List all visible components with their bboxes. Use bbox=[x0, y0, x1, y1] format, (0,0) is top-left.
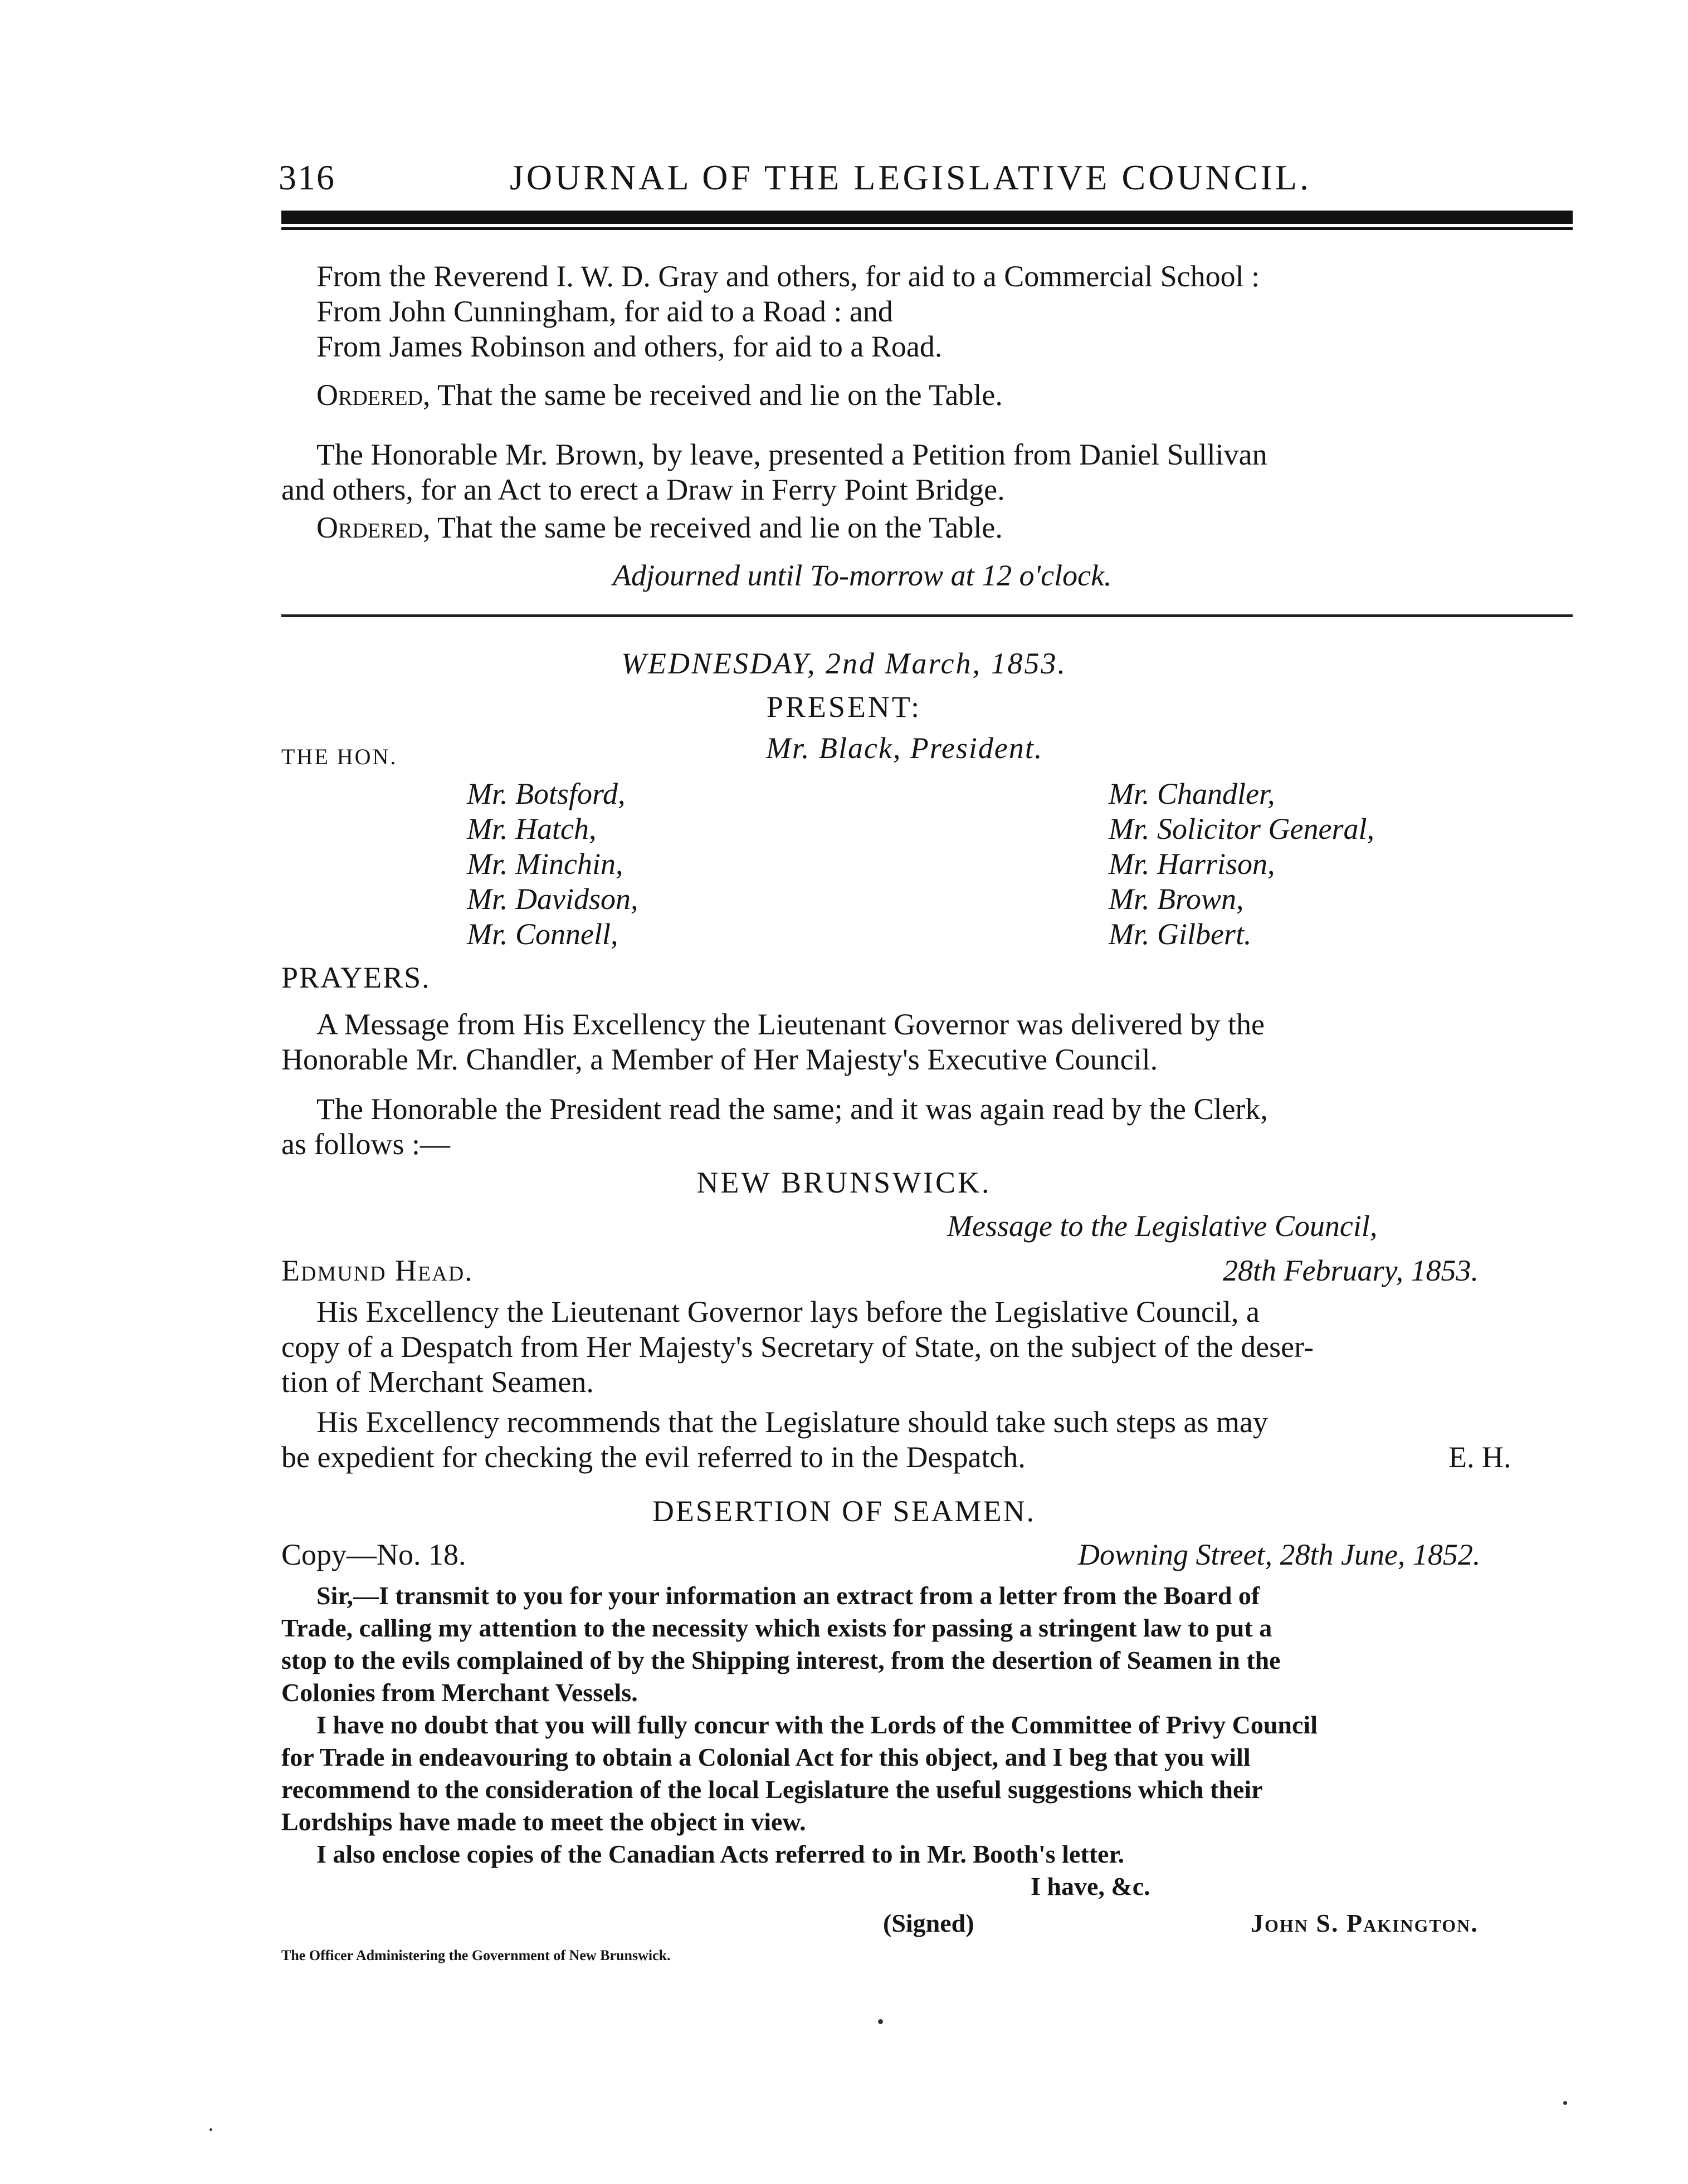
running-title: JOURNAL OF THE LEGISLATIVE COUNCIL. bbox=[510, 158, 1311, 197]
message-para-line: tion of Merchant Seamen. bbox=[281, 1365, 594, 1399]
member-name: Mr. Hatch, bbox=[467, 812, 597, 846]
despatch-footnote: The Officer Administering the Government of New Brunswick. bbox=[281, 1947, 671, 1963]
section-rule bbox=[281, 614, 1573, 617]
petition-line: From John Cunningham, for aid to a Road : and bbox=[316, 295, 893, 328]
ordered-paragraph bbox=[316, 377, 1003, 413]
prayers-heading: PRAYERS. bbox=[281, 961, 431, 994]
member-name: Mr. Minchin, bbox=[467, 847, 623, 881]
despatch-para-line: recommend to the consideration of the local Legislature the useful suggestions which their bbox=[281, 1775, 1263, 1804]
message-intro-line: A Message from His Excellency the Lieutenant Governor was delivered by the bbox=[316, 1008, 1265, 1041]
message-intro-line: The Honorable the President read the same; and it was again read by the Clerk, bbox=[316, 1092, 1268, 1126]
despatch-place-date: Downing Street, 28th June, 1852. bbox=[1078, 1538, 1481, 1571]
despatch-signature: John S. Pakington. bbox=[1251, 1909, 1479, 1937]
page-number: 316 bbox=[279, 158, 335, 197]
message-subheading: Message to the Legislative Council, bbox=[947, 1209, 1378, 1243]
brown-petition-line: and others, for an Act to erect a Draw in Ferry Point Bridge. bbox=[281, 473, 1005, 506]
message-para-line: His Excellency the Lieutenant Governor lays before the Legislative Council, a bbox=[316, 1295, 1260, 1328]
despatch-para-line: Trade, calling my attention to the necessity which exists for passing a stringent law to put a bbox=[281, 1614, 1272, 1642]
despatch-para-line: I also enclose copies of the Canadian Acts referred to in Mr. Booth's letter. bbox=[316, 1840, 1125, 1868]
despatch-para-line: for Trade in endeavouring to obtain a Colonial Act for this object, and I beg that you will bbox=[281, 1743, 1251, 1771]
despatch-closing: I have, &c. bbox=[1031, 1872, 1150, 1900]
despatch-heading: DESERTION OF SEAMEN. bbox=[652, 1494, 1036, 1528]
message-signer: Edmund Head. bbox=[281, 1254, 474, 1287]
scan-speck bbox=[209, 2128, 212, 2131]
present-heading: PRESENT: bbox=[766, 690, 922, 724]
scan-speck bbox=[1563, 2101, 1567, 2105]
message-date: 28th February, 1853. bbox=[1223, 1254, 1479, 1287]
ordered-paragraph bbox=[316, 509, 1003, 546]
despatch-para-line: Lordships have made to meet the object in view. bbox=[281, 1807, 806, 1836]
session-date: WEDNESDAY, 2nd March, 1853. bbox=[621, 647, 1067, 680]
adjourned-note: Adjourned until To-morrow at 12 o'clock. bbox=[613, 559, 1112, 592]
despatch-para-line: Colonies from Merchant Vessels. bbox=[281, 1678, 638, 1707]
member-name: Mr. Gilbert. bbox=[1109, 917, 1252, 951]
member-name: Mr. Connell, bbox=[467, 917, 618, 951]
member-name: Mr. Chandler, bbox=[1109, 777, 1275, 810]
despatch-para-line: I have no doubt that you will fully concur with the Lords of the Committee of Privy Council bbox=[316, 1711, 1318, 1739]
brown-petition-line: The Honorable Mr. Brown, by leave, presented a Petition from Daniel Sullivan bbox=[316, 438, 1267, 471]
header-rule bbox=[281, 211, 1573, 224]
header-rule-thin bbox=[281, 227, 1573, 230]
ordered-text: That the same be received and lie on the Table. bbox=[437, 378, 1003, 412]
despatch-para-line: Sir,—I transmit to you for your information an extract from a letter from the Board of bbox=[316, 1581, 1260, 1610]
message-intro-line: Honorable Mr. Chandler, a Member of Her Majesty's Executive Council. bbox=[281, 1043, 1158, 1076]
despatch-copy-no: Copy—No. 18. bbox=[281, 1538, 466, 1571]
message-intro-line: as follows :— bbox=[281, 1127, 450, 1161]
despatch-para-line: stop to the evils complained of by the Shipping interest, from the desertion of Seamen in the bbox=[281, 1646, 1281, 1674]
message-initials: E. H. bbox=[1448, 1440, 1511, 1474]
member-name: Mr. Solicitor General, bbox=[1109, 812, 1374, 846]
ordered-label: Ordered, bbox=[316, 378, 431, 412]
ordered-text: That the same be received and lie on the Table. bbox=[437, 511, 1003, 544]
member-name: Mr. Botsford, bbox=[467, 777, 626, 810]
member-name: Mr. Brown, bbox=[1109, 882, 1244, 916]
scan-speck bbox=[878, 2019, 883, 2024]
message-heading: NEW BRUNSWICK. bbox=[696, 1166, 992, 1199]
petition-line: From the Reverend I. W. D. Gray and others, for aid to a Commercial School : bbox=[316, 260, 1260, 293]
ordered-label: Ordered, bbox=[316, 511, 431, 544]
message-para-line: copy of a Despatch from Her Majesty's Secretary of State, on the subject of the deser- bbox=[281, 1330, 1314, 1364]
message-para-line: be expedient for checking the evil referred to in the Despatch. bbox=[281, 1440, 1026, 1474]
despatch-signed: (Signed) bbox=[883, 1909, 974, 1937]
message-para-line: His Excellency recommends that the Legislature should take such steps as may bbox=[316, 1405, 1269, 1439]
president-line: Mr. Black, President. bbox=[766, 731, 1043, 765]
petition-line: From James Robinson and others, for aid to a Road. bbox=[316, 330, 943, 363]
the-hon-label: THE HON. bbox=[281, 744, 398, 769]
member-name: Mr. Davidson, bbox=[467, 882, 638, 916]
member-name: Mr. Harrison, bbox=[1109, 847, 1275, 881]
